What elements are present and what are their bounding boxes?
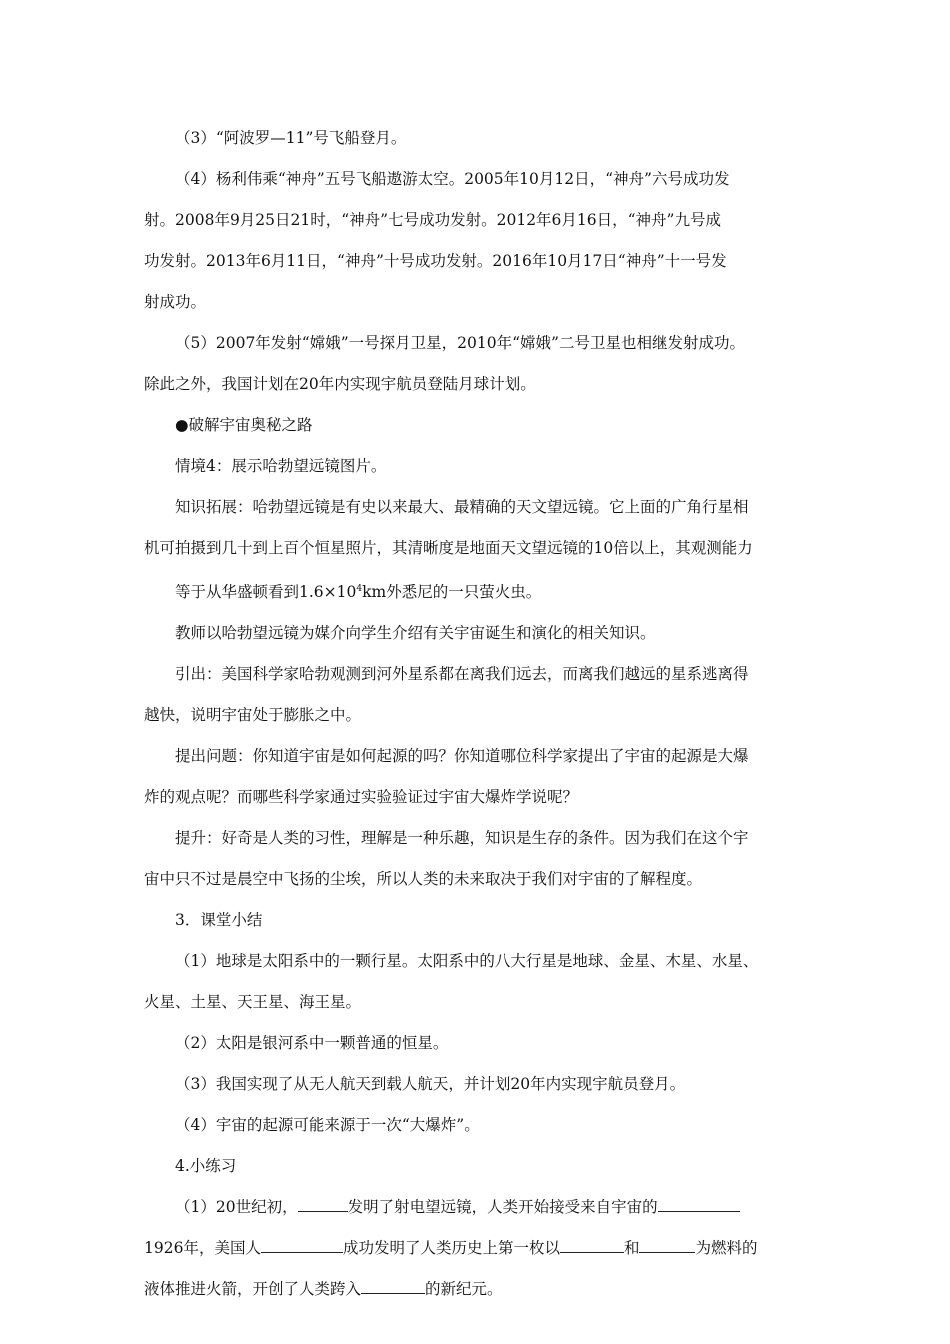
text-block-upper: [144, 118, 816, 569]
document-page: [144, 118, 816, 1310]
fill-blank[interactable]: [261, 1237, 343, 1254]
hubble-comparison-line: [144, 569, 816, 613]
text-line: 提出问题：你知道宇宙是如何起源的吗？你知道哪位科学家提出了宇宙的起源是大爆: [175, 747, 749, 766]
exercise-text: 和: [623, 1239, 640, 1258]
exercise-text: 成功发明了人类历史上第一枚以: [342, 1239, 560, 1258]
exercise-text: 1926年，美国人: [144, 1239, 261, 1258]
fill-blank[interactable]: [658, 1196, 740, 1213]
fill-blank[interactable]: [298, 1196, 348, 1213]
text-line: 除此之外，我国计划在20年内实现宇航员登陆月球计划。: [144, 375, 536, 393]
hubble-text-end: km外悉尼的一只萤火虫。: [362, 583, 542, 602]
exercise-line-3: [144, 1269, 816, 1310]
text-line: 引出：美国科学家哈勃观测到河外星系都在离我们远去，而离我们越远的星系逃离得: [175, 665, 749, 684]
text-line: 教师以哈勃望远镜为媒介向学生介绍有关宇宙诞生和演化的相关知识。: [175, 624, 656, 643]
text-line: 知识拓展：哈勃望远镜是有史以来最大、最精确的天文望远镜。它上面的广角行星相: [175, 498, 749, 516]
text-line: 提升：好奇是人类的习性，理解是一种乐趣，知识是生存的条件。因为我们在这个宇: [175, 829, 749, 848]
text-line: 射。2008年9月25日21时，“神舟”七号成功发射。2012年6月16日，“神舟”九号成: [144, 211, 721, 229]
text-line: 4.小练习: [175, 1157, 237, 1176]
text-line: 越快，说明宇宙处于膨胀之中。: [144, 706, 362, 725]
text-line: 机可拍摄到几十到上百个恒星照片，其清晰度是地面天文望远镜的10倍以上，其观测能力: [144, 539, 753, 557]
text-line: ●破解宇宙奥秘之路: [175, 416, 313, 434]
text-line: （3）“阿波罗—11”号飞船登月。: [175, 129, 407, 147]
text-line: （2）太阳是银河系中一颗普通的恒星。: [175, 1034, 449, 1053]
exercise-line-1: [144, 1187, 816, 1228]
text-line: 射成功。: [144, 293, 207, 311]
text-line: 3．课堂小结: [175, 911, 263, 930]
text-line: 功发射。2013年6月11日，“神舟”十号成功发射。2016年10月17日“神舟”十一号发: [144, 252, 727, 270]
exercise-text: 液体推进火箭，开创了人类跨入: [144, 1280, 362, 1299]
text-line: （5）2007年发射“嫦娥”一号探月卫星，2010年“嫦娥”二号卫星也相继发射成功。: [175, 334, 745, 352]
text-line: （4）杨利伟乘“神舟”五号飞船遨游太空。2005年10月12日，“神舟”六号成功发: [175, 170, 730, 188]
fill-blank[interactable]: [639, 1237, 695, 1254]
text-line: 宙中只不过是晨空中飞扬的尘埃，所以人类的未来取决于我们对宇宙的了解程度。: [144, 870, 703, 889]
exercise-text: 的新纪元。: [425, 1280, 503, 1299]
exercise-text: 为燃料的: [695, 1239, 758, 1258]
text-line: （4）宇宙的起源可能来源于一次“大爆炸”。: [175, 1116, 480, 1135]
fill-blank[interactable]: [560, 1237, 624, 1254]
text-line: （3）我国实现了从无人航天到载人航天，并计划20年内实现宇航员登月。: [175, 1075, 686, 1094]
hubble-text: 等于从华盛顿看到1.6×10: [175, 583, 357, 602]
text-block-lower: [144, 613, 816, 1187]
text-line: （1）地球是太阳系中的一颗行星。太阳系中的八大行星是地球、金星、木星、水星、: [175, 952, 759, 971]
exponent: 4: [356, 584, 363, 594]
text-line: 情境4：展示哈勃望远镜图片。: [175, 457, 387, 475]
exercise-text: 发明了射电望远镜，人类开始接受来自宇宙的: [347, 1198, 658, 1217]
fill-blank[interactable]: [361, 1278, 425, 1295]
text-line: 炸的观点呢？而哪些科学家通过实验验证过宇宙大爆炸学说呢？: [144, 788, 579, 807]
exercise-text: （1）20世纪初，: [175, 1198, 298, 1217]
exercise-line-2: [144, 1228, 816, 1269]
text-line: 火星、土星、天王星、海王星。: [144, 993, 362, 1012]
